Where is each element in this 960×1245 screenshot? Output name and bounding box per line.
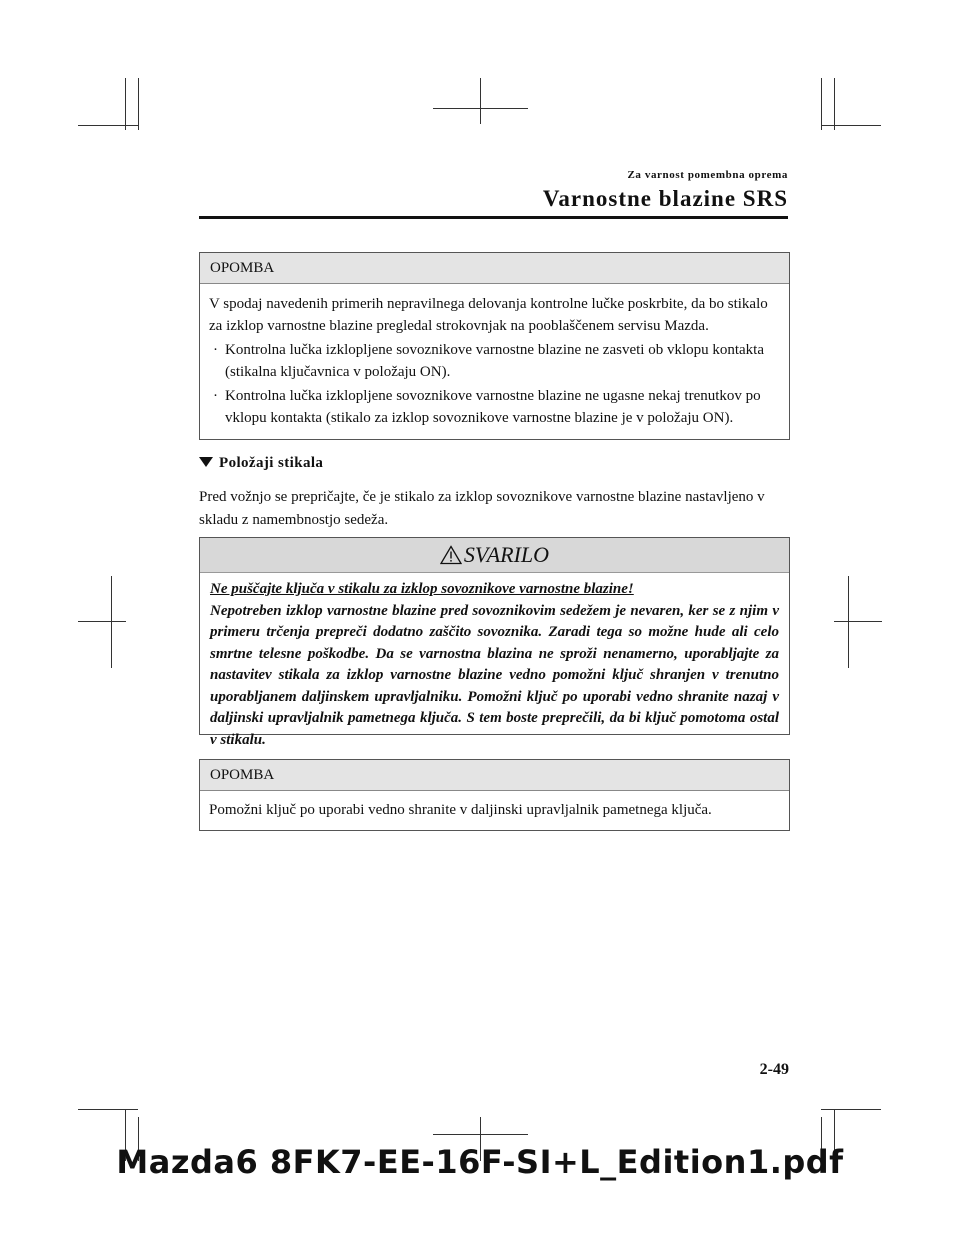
note-box [199,252,790,440]
note-label: OPOMBA [200,760,789,791]
crop-mark [78,125,138,126]
crop-mark [125,78,126,130]
note-text: Pomožni ključ po uporabi vedno shranite v daljinski upravljalnik pametnega ključa. [209,802,712,818]
warning-header [200,538,789,573]
note-body [200,791,789,830]
page-title: Varnostne blazine SRS [542,186,788,211]
section-heading [199,455,323,472]
crop-mark [834,621,882,622]
list-item-text: Kontrolna lučka izklopljene sovoznikove varnostne blazine ne ugasne nekaj trenutkov po vklopu kontakta (stikalo za izklop sovoznikove varnostne blazine je v položaju ON). [225,388,761,426]
crop-mark [848,576,849,668]
section-subtitle: Za varnost pomembna oprema [627,169,788,181]
crop-mark [834,78,835,130]
footer-filename: Mazda6 8FK7-EE-16F-SI+L_Edition1.pdf [116,1143,844,1181]
bullet-icon: · [213,388,218,404]
body-paragraph: Pred vožnjo se prepričajte, če je stikalo za izklop sovoznikove varnostne blazine nastavljeno v skladu z namembnostjo sedeža. [199,489,765,528]
list-item [209,385,779,429]
list-item [209,339,779,383]
triangle-down-icon [199,457,213,467]
warning-text: Nepotreben izklop varnostne blazine pred sovoznikovim sedežem je nevaren, ker se z njim v primeru trčenja prepreči dodatno zaščito sovoznika. Zaradi tega so možne hude ali celo smrtne telesne poškodbe. Da se varnostna blazina ne sproži nenamerno, uporabljajte za nastavitev stikala za izklop varnostne blazine vedno pomožni ključ shranjen v trenutno uporabljanem daljinskem upravljalniku. Pomožni ključ po uporabi vedno shranite nazaj v daljinski upravljalnik pametnega ključa. S tem boste preprečili, da bi ključ pomotoma ostal v stikalu. [210,602,779,748]
crop-mark [433,108,528,109]
crop-mark [821,78,822,130]
note-box [199,759,790,831]
warning-triangle-icon [440,545,462,565]
crop-mark [821,1109,881,1110]
crop-mark [78,621,126,622]
crop-mark [821,125,881,126]
list-item-text: Kontrolna lučka izklopljene sovoznikove varnostne blazine ne zasveti ob vklopu kontakta (stikalna ključavnica v položaju ON). [225,342,765,380]
bullet-icon: · [213,342,218,358]
note-label: OPOMBA [200,253,789,284]
section-heading-text: Položaji stikala [219,455,324,471]
warning-lead: Ne puščajte ključa v stikalu za izklop sovoznikove varnostne blazine! [210,581,634,597]
header-rule [199,216,788,219]
note-body [200,284,789,439]
page-number: 2-49 [759,1061,789,1078]
crop-mark [111,576,112,668]
warning-label: SVARILO [463,542,550,567]
crop-mark [138,78,139,130]
crop-mark [78,1109,138,1110]
warning-box [199,537,790,748]
note-text: V spodaj navedenih primerih nepravilnega delovanja kontrolne lučke poskrbite, da bo stikalo za izklop varnostne blazine pregledal strokovnjak na pooblaščenem servisu Mazda. [209,296,768,334]
crop-mark [433,1134,528,1135]
warning-body [200,573,789,751]
crop-mark [480,78,481,124]
